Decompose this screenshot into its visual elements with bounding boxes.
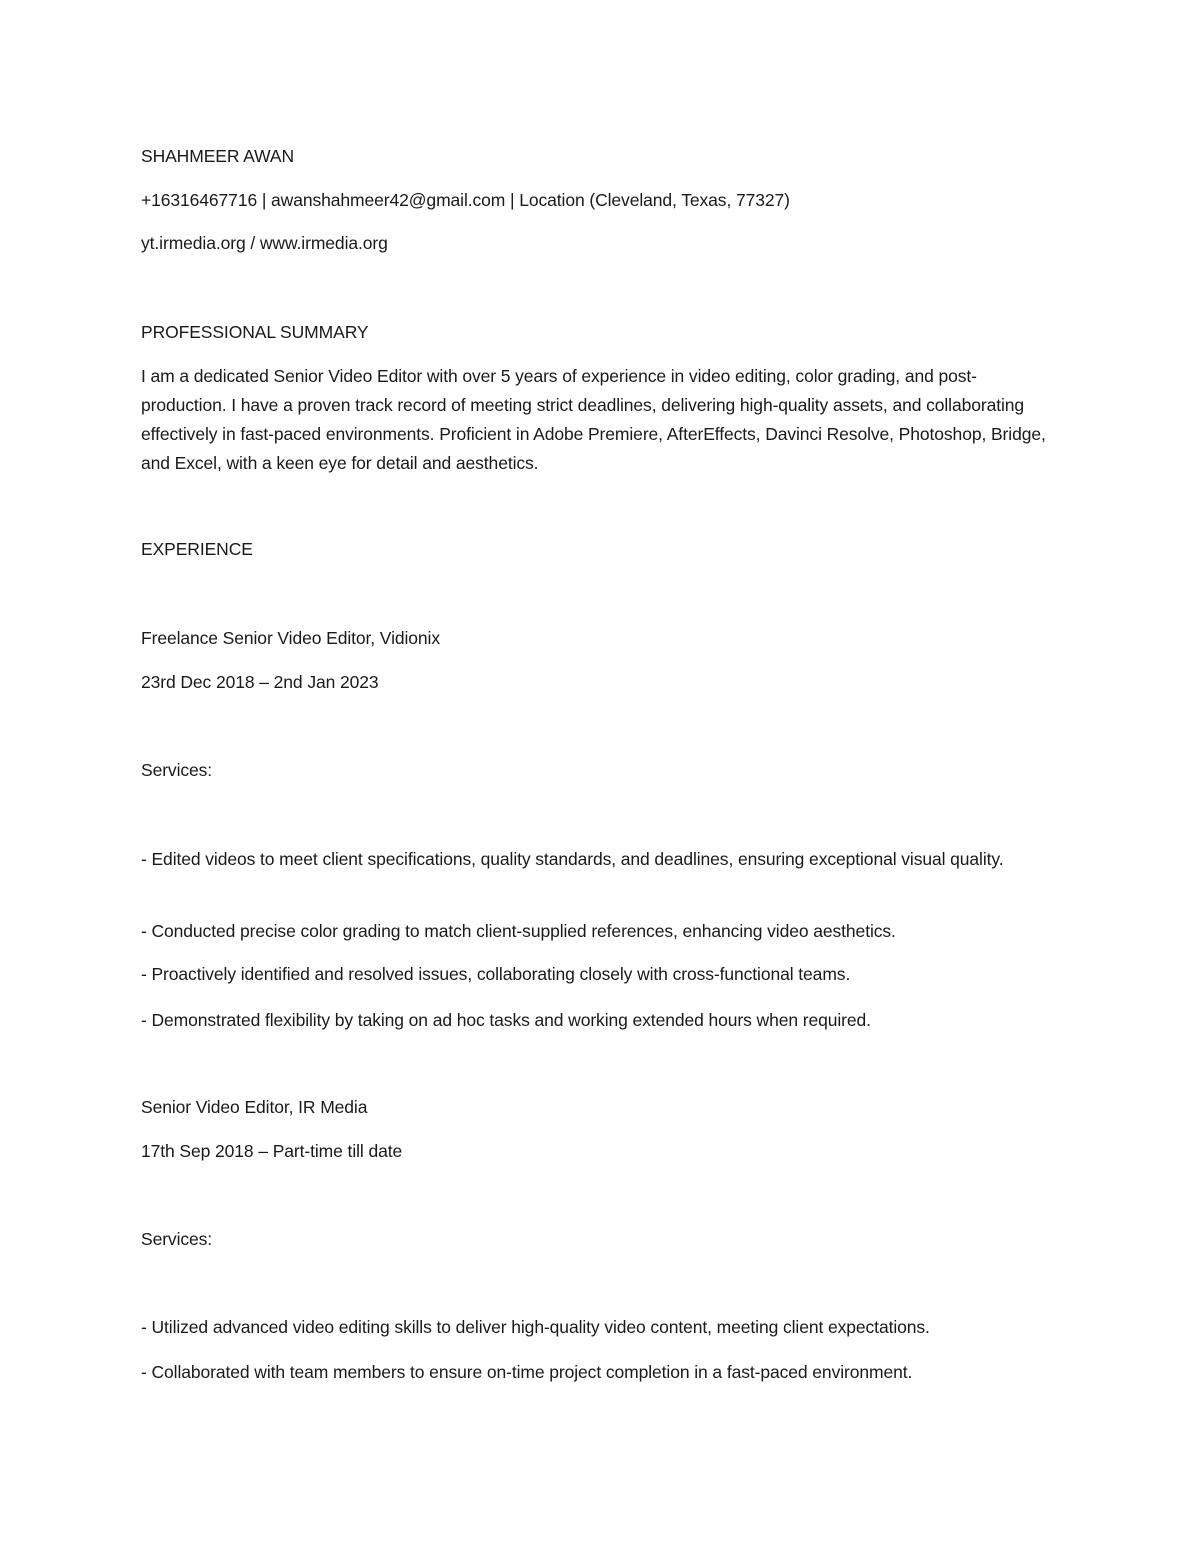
contact-line: +16316467716 | awanshahmeer42@gmail.com | Location (Cleveland, Texas, 77327) [141,190,790,210]
bullet-item: - Demonstrated flexibility by taking on ad hoc tasks and working extended hours when required. [141,1010,871,1030]
bullet-item: - Proactively identified and resolved issues, collaborating closely with cross-functional teams. [141,964,851,984]
job-dates: 17th Sep 2018 – Part-time till date [141,1141,403,1161]
bullet-item: - Utilized advanced video editing skills to deliver high-quality video content, meeting client expectations. [141,1317,930,1337]
bullet-item: - Collaborated with team members to ensure on-time project completion in a fast-paced environment. [141,1362,913,1382]
website-links: yt.irmedia.org / www.irmedia.org [141,233,388,253]
bullet-item: - Conducted precise color grading to match client-supplied references, enhancing video aesthetics. [141,921,896,941]
bullet-item: - Edited videos to meet client specifications, quality standards, and deadlines, ensuring exceptional visual quality. [141,849,1004,869]
job-title: Freelance Senior Video Editor, Vidionix [141,628,440,648]
services-label: Services: [141,1229,213,1249]
summary-heading: PROFESSIONAL SUMMARY [141,322,369,342]
candidate-name: SHAHMEER AWAN [141,146,294,166]
job-title: Senior Video Editor, IR Media [141,1097,368,1117]
experience-heading: EXPERIENCE [141,539,253,559]
job-dates: 23rd Dec 2018 – 2nd Jan 2023 [141,672,379,692]
services-label: Services: [141,760,213,780]
summary-text: I am a dedicated Senior Video Editor with over 5 years of experience in video editing, color grading, and post-production. I have a proven track record of meeting strict deadlines, delivering high-quality assets, and collaborating effectively in fast-paced environments. Proficient in Adobe Premiere, AfterEffects, Davinci Resolve, Photoshop, Bridge, and Excel, with a keen eye for detail and aesthetics. [141,366,1046,473]
